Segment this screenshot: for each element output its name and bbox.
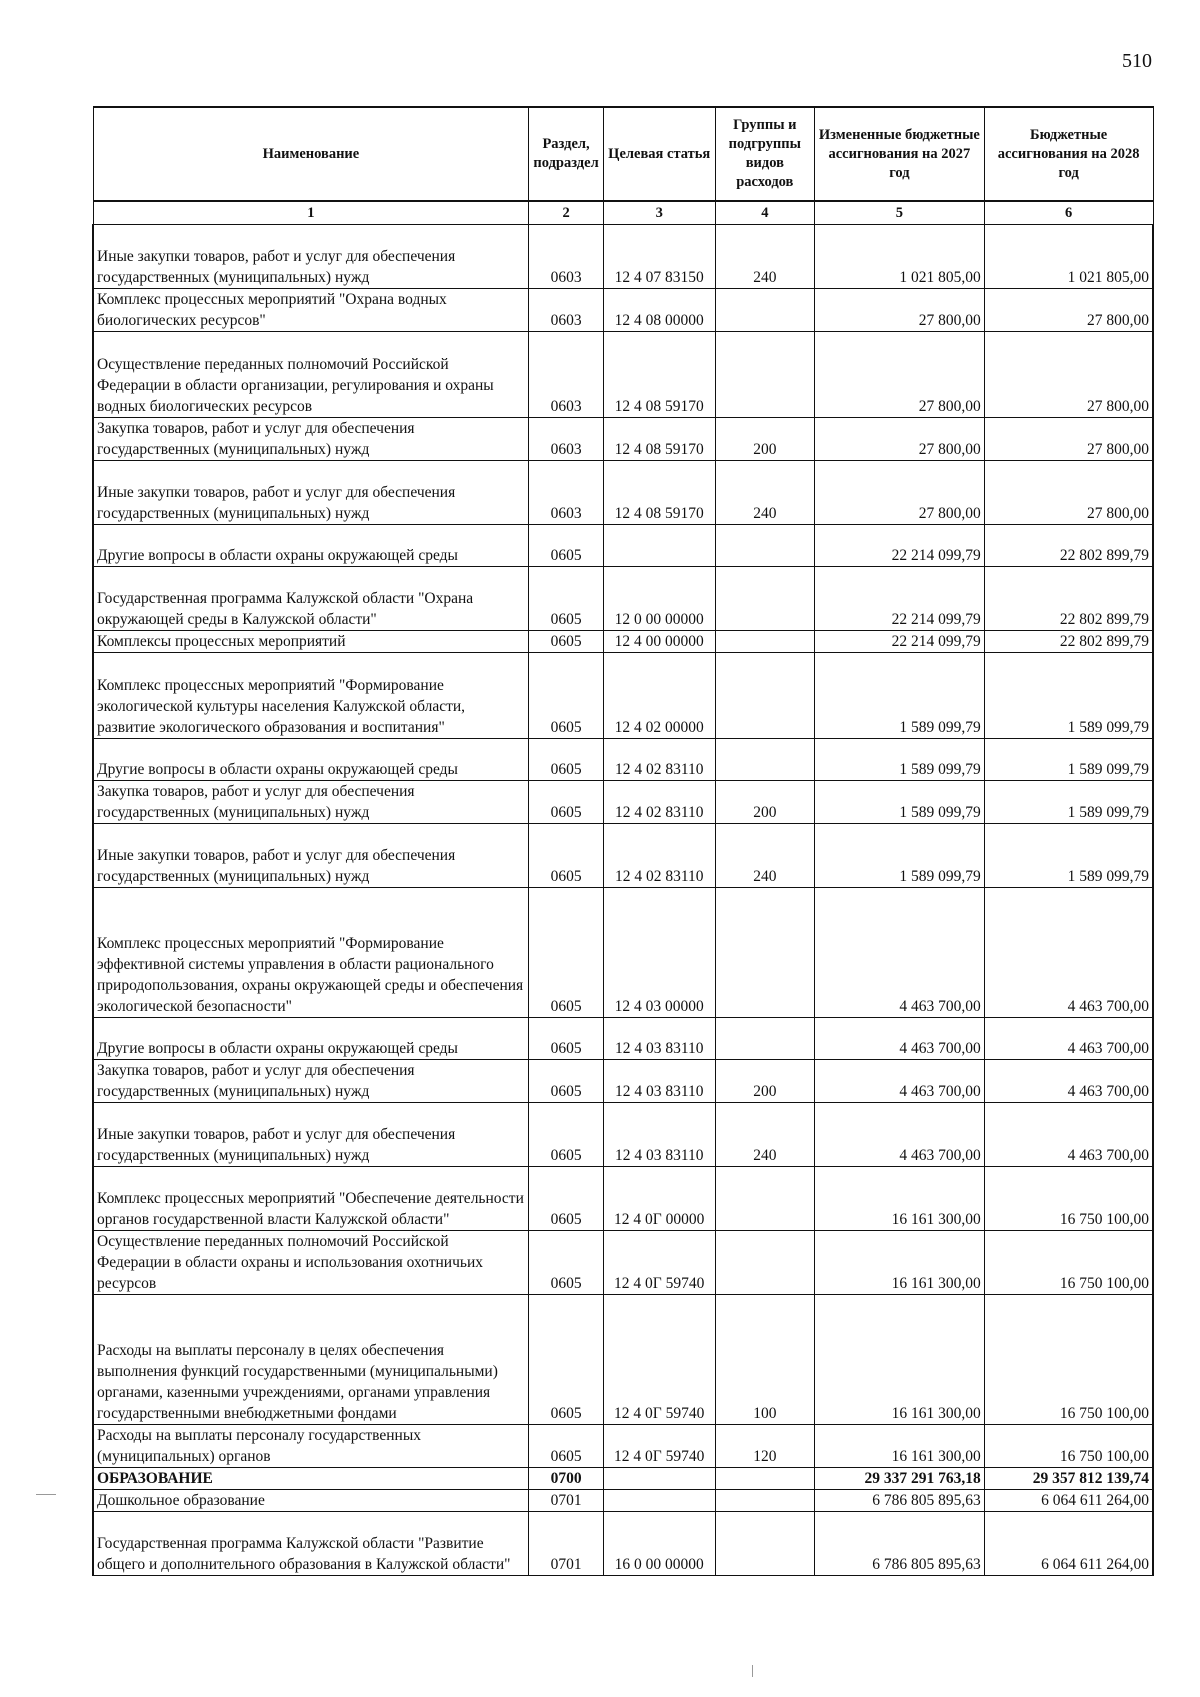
row-target-article: 12 4 03 83110 [603,1060,715,1103]
row-amount-2028: 22 802 899,79 [984,525,1153,567]
row-expense-group [715,332,814,418]
table-row [93,461,1153,525]
row-name: Осуществление переданных полномочий Российской Федерации в области охраны и использования охотничьих ресурсов [93,1231,529,1295]
row-target-article: 12 4 00 00000 [603,631,715,653]
row-expense-group: 200 [715,1060,814,1103]
row-expense-group [715,631,814,653]
header-2028: Бюджетные ассигнования на 2028 год [984,107,1153,201]
row-amount-2028: 22 802 899,79 [984,567,1153,631]
row-amount-2028: 27 800,00 [984,418,1153,461]
table-row [93,1512,1153,1576]
header-num-2: 2 [529,201,604,225]
row-expense-group: 240 [715,824,814,888]
row-target-article: 12 4 07 83150 [603,225,715,289]
row-name: Закупка товаров, работ и услуг для обеспечения государственных (муниципальных) нужд [93,781,529,824]
row-name: Иные закупки товаров, работ и услуг для обеспечения государственных (муниципальных) нужд [93,461,529,525]
header-num-6: 6 [984,201,1153,225]
row-section: 0605 [529,567,604,631]
row-expense-group [715,1231,814,1295]
row-amount-2027: 22 214 099,79 [815,567,985,631]
row-section: 0603 [529,418,604,461]
table-row [93,1490,1153,1512]
row-amount-2027: 27 800,00 [815,332,985,418]
row-amount-2028: 6 064 611 264,00 [984,1490,1153,1512]
row-expense-group [715,1468,814,1490]
row-name: Иные закупки товаров, работ и услуг для обеспечения государственных (муниципальных) нужд [93,1103,529,1167]
row-amount-2027: 4 463 700,00 [815,1060,985,1103]
row-amount-2027: 4 463 700,00 [815,888,985,1018]
row-target-article: 12 0 00 00000 [603,567,715,631]
header-target-article: Целевая статья [603,107,715,201]
row-amount-2027: 16 161 300,00 [815,1295,985,1425]
row-target-article: 12 4 02 83110 [603,824,715,888]
row-section: 0603 [529,225,604,289]
row-amount-2028: 4 463 700,00 [984,1103,1153,1167]
row-section: 0701 [529,1512,604,1576]
row-expense-group: 100 [715,1295,814,1425]
row-expense-group: 240 [715,1103,814,1167]
row-amount-2027: 4 463 700,00 [815,1103,985,1167]
row-section: 0605 [529,1167,604,1231]
row-amount-2027: 1 589 099,79 [815,824,985,888]
row-name: Другие вопросы в области охраны окружающей среды [93,739,529,781]
row-amount-2027: 16 161 300,00 [815,1231,985,1295]
table-row [93,1295,1153,1425]
row-name: Расходы на выплаты персоналу государственных (муниципальных) органов [93,1425,529,1468]
row-name: Расходы на выплаты персоналу в целях обеспечения выполнения функций государственными (муниципальными) органами, казенными учреждениями, органами управления государственными внебюджетными фондами [93,1295,529,1425]
row-section: 0605 [529,1231,604,1295]
header-expense-group: Группы и подгруппы видов расходов [715,107,814,201]
table-row [93,1167,1153,1231]
row-amount-2028: 1 589 099,79 [984,653,1153,739]
row-section: 0605 [529,525,604,567]
header-num-4: 4 [715,201,814,225]
row-amount-2028: 1 021 805,00 [984,225,1153,289]
row-target-article: 12 4 02 00000 [603,653,715,739]
table-row [93,824,1153,888]
row-amount-2028: 27 800,00 [984,332,1153,418]
row-target-article: 12 4 0Г 00000 [603,1167,715,1231]
row-expense-group: 240 [715,461,814,525]
row-name: Государственная программа Калужской области "Развитие общего и дополнительного образования в Калужской области" [93,1512,529,1576]
row-name: Комплекс процессных мероприятий "Охрана водных биологических ресурсов" [93,289,529,332]
row-amount-2027: 22 214 099,79 [815,525,985,567]
row-target-article: 16 0 00 00000 [603,1512,715,1576]
row-name: Дошкольное образование [93,1490,529,1512]
table-row [93,888,1153,1018]
row-amount-2028: 16 750 100,00 [984,1231,1153,1295]
row-target-article: 12 4 02 83110 [603,739,715,781]
header-name: Наименование [93,107,529,201]
table-row [93,1103,1153,1167]
header-section: Раздел, подраздел [529,107,604,201]
row-amount-2028: 1 589 099,79 [984,824,1153,888]
row-amount-2028: 27 800,00 [984,461,1153,525]
row-name: Закупка товаров, работ и услуг для обеспечения государственных (муниципальных) нужд [93,1060,529,1103]
row-amount-2027: 27 800,00 [815,289,985,332]
row-target-article: 12 4 0Г 59740 [603,1425,715,1468]
row-amount-2028: 4 463 700,00 [984,1018,1153,1060]
row-amount-2027: 6 786 805 895,63 [815,1490,985,1512]
table-row [93,653,1153,739]
row-amount-2028: 1 589 099,79 [984,781,1153,824]
table-row [93,289,1153,332]
row-expense-group [715,289,814,332]
table-row [93,1060,1153,1103]
table-row [93,631,1153,653]
row-section: 0605 [529,888,604,1018]
table-row [93,739,1153,781]
row-target-article: 12 4 0Г 59740 [603,1295,715,1425]
row-amount-2028: 1 589 099,79 [984,739,1153,781]
table-body [93,225,1153,1576]
row-section: 0605 [529,1295,604,1425]
row-target-article: 12 4 0Г 59740 [603,1231,715,1295]
row-amount-2027: 27 800,00 [815,461,985,525]
row-target-article [603,525,715,567]
row-name: Другие вопросы в области охраны окружающей среды [93,1018,529,1060]
row-amount-2027: 1 589 099,79 [815,781,985,824]
row-amount-2027: 1 021 805,00 [815,225,985,289]
row-section: 0605 [529,653,604,739]
row-section: 0605 [529,739,604,781]
table-row [93,1231,1153,1295]
row-section: 0605 [529,1425,604,1468]
row-section: 0605 [529,781,604,824]
row-amount-2028: 4 463 700,00 [984,888,1153,1018]
row-target-article [603,1468,715,1490]
row-section: 0603 [529,332,604,418]
row-amount-2027: 16 161 300,00 [815,1425,985,1468]
row-amount-2027: 27 800,00 [815,418,985,461]
row-amount-2027: 6 786 805 895,63 [815,1512,985,1576]
row-amount-2027: 29 337 291 763,18 [815,1468,985,1490]
table-row [93,1018,1153,1060]
row-name: Комплексы процессных мероприятий [93,631,529,653]
row-target-article: 12 4 08 00000 [603,289,715,332]
row-target-article: 12 4 08 59170 [603,461,715,525]
row-amount-2028: 27 800,00 [984,289,1153,332]
row-section: 0603 [529,461,604,525]
row-amount-2027: 1 589 099,79 [815,739,985,781]
row-expense-group: 120 [715,1425,814,1468]
table-row [93,1468,1153,1490]
page-number: 510 [1122,50,1152,72]
row-expense-group [715,525,814,567]
row-target-article: 12 4 08 59170 [603,418,715,461]
row-amount-2028: 16 750 100,00 [984,1295,1153,1425]
row-name: Государственная программа Калужской области "Охрана окружающей среды в Калужской области" [93,567,529,631]
budget-table [92,106,1154,1576]
row-section: 0605 [529,1103,604,1167]
row-section: 0603 [529,289,604,332]
margin-mark [36,1494,56,1495]
row-amount-2028: 16 750 100,00 [984,1167,1153,1231]
header-num-1: 1 [93,201,529,225]
row-target-article: 12 4 03 83110 [603,1018,715,1060]
row-section: 0701 [529,1490,604,1512]
row-target-article: 12 4 03 00000 [603,888,715,1018]
row-expense-group [715,567,814,631]
row-name: Другие вопросы в области охраны окружающей среды [93,525,529,567]
table-row [93,332,1153,418]
row-expense-group [715,1018,814,1060]
row-section: 0605 [529,824,604,888]
row-expense-group [715,1167,814,1231]
row-expense-group: 240 [715,225,814,289]
row-amount-2028: 29 357 812 139,74 [984,1468,1153,1490]
header-num-3: 3 [603,201,715,225]
table-row [93,1425,1153,1468]
row-expense-group [715,1490,814,1512]
row-name: ОБРАЗОВАНИЕ [93,1468,529,1490]
row-section: 0605 [529,1018,604,1060]
row-name: Комплекс процессных мероприятий "Обеспечение деятельности органов государственной власти Калужской области" [93,1167,529,1231]
header-num-5: 5 [815,201,985,225]
row-section: 0605 [529,1060,604,1103]
table-row [93,418,1153,461]
row-expense-group [715,888,814,1018]
row-amount-2027: 1 589 099,79 [815,653,985,739]
row-expense-group [715,1512,814,1576]
row-name: Иные закупки товаров, работ и услуг для обеспечения государственных (муниципальных) нужд [93,225,529,289]
row-section: 0605 [529,631,604,653]
row-amount-2027: 22 214 099,79 [815,631,985,653]
row-name: Иные закупки товаров, работ и услуг для обеспечения государственных (муниципальных) нужд [93,824,529,888]
row-target-article: 12 4 02 83110 [603,781,715,824]
row-expense-group: 200 [715,418,814,461]
row-amount-2028: 22 802 899,79 [984,631,1153,653]
row-name: Осуществление переданных полномочий Российской Федерации в области организации, регулирования и охраны водных биологических ресурсов [93,332,529,418]
row-amount-2028: 6 064 611 264,00 [984,1512,1153,1576]
row-amount-2028: 16 750 100,00 [984,1425,1153,1468]
row-target-article [603,1490,715,1512]
row-expense-group [715,653,814,739]
row-target-article: 12 4 08 59170 [603,332,715,418]
row-section: 0700 [529,1468,604,1490]
row-expense-group [715,739,814,781]
table-row [93,225,1153,289]
row-target-article: 12 4 03 83110 [603,1103,715,1167]
row-amount-2028: 4 463 700,00 [984,1060,1153,1103]
row-expense-group: 200 [715,781,814,824]
table-row [93,525,1153,567]
row-amount-2027: 4 463 700,00 [815,1018,985,1060]
row-name: Закупка товаров, работ и услуг для обеспечения государственных (муниципальных) нужд [93,418,529,461]
row-name: Комплекс процессных мероприятий "Формирование экологической культуры населения Калужской области, развитие экологического образования и воспитания" [93,653,529,739]
header-2027: Измененные бюджетные ассигнования на 2027 год [815,107,985,201]
row-amount-2027: 16 161 300,00 [815,1167,985,1231]
row-name: Комплекс процессных мероприятий "Формирование эффективной системы управления в области рационального природопользования, охраны окружающей среды и обеспечения экологической безопасности" [93,888,529,1018]
table-row [93,781,1153,824]
scan-mark [752,1665,753,1677]
table-row [93,567,1153,631]
